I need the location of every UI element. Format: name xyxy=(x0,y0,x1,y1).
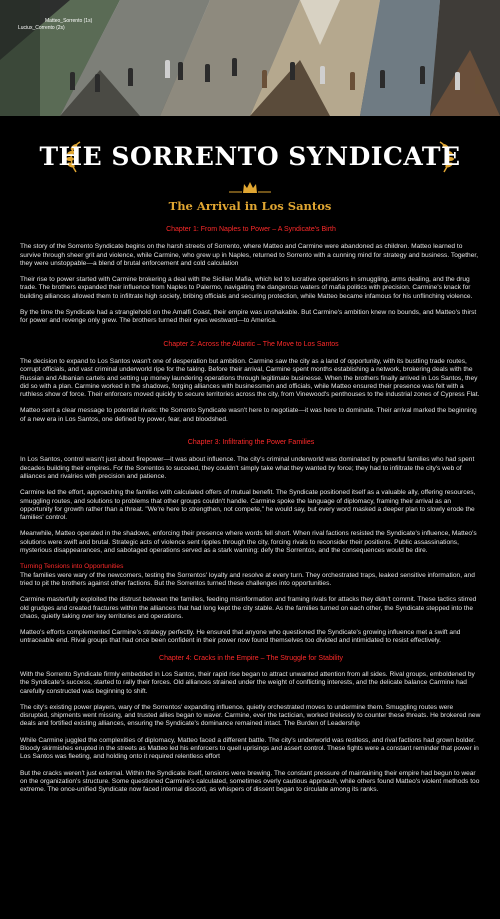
chapter-3-paragraph: Meanwhile, Matteo operated in the shadows, enforcing their presence where words fell short. When rival factions resisted the Syndicate's influence, Matteo's solutions were swift and brutal. Strategic acts of violence sent ripples through the city, forcing rivals to reconsider their positions. Public assassinations, mysterious disappearances, and sabotaged operations served as a stark warning: defy the Sorrentos, and the consequences would be dire. xyxy=(20,530,477,555)
player-nametag: Matteo_Sorrento (1s) xyxy=(45,18,93,24)
page-title: THE SORRENTO SYNDICATE xyxy=(39,142,461,171)
character-figure xyxy=(455,72,460,90)
character-figure xyxy=(475,76,480,94)
chapter-4-paragraph: But the cracks weren't just external. Within the Syndicate itself, tensions were brewing. The constant pressure of maintaining their empire had begun to wear on the organization's structure. Some questioned Carmine's calculated, sometimes overly cautious approach, while others found Matteo's violent methods too extreme. The once-unified Syndicate now faced internal discord, as whispers of dissent began to circulate among its ranks. xyxy=(20,769,480,794)
chapter-3-subheading: Turning Tensions into Opportunities xyxy=(20,563,124,571)
character-figure xyxy=(95,74,100,92)
section-subtitle: The Arrival in Los Santos xyxy=(168,199,332,213)
character-figure xyxy=(350,72,355,90)
chapter-3-heading: Chapter 3: Infiltrating the Power Families xyxy=(187,439,315,447)
chapter-3-paragraph: Carmine led the effort, approaching the families with calculated offers of mutual benefit. The Syndicate positioned itself as a valuable ally, offering resources, smuggling routes, and solutions to problems that other groups couldn't handle. Carmine spoke the language of diplomacy, framing their arrival as an opportunity for growth rather than a threat. "We're here to strengthen, not compete," he would say, but every word masked a deeper plan to slowly erode the families' control. xyxy=(20,489,476,522)
chapter-2-paragraph: Matteo sent a clear message to potential rivals: the Sorrento Syndicate wasn't here to negotiate—it was here to dominate. Their arrival marked the beginning of a new era in Los Santos, one defined by power, fear, and bloodshed. xyxy=(20,407,477,423)
chapter-4-paragraph: While Carmine juggled the complexities of diplomacy, Matteo faced a different battle. The city's underworld was restless, and rival factions had grown bolder. Bloody skirmishes erupted in the streets as Matteo led his enforcers to quell uprisings and assert control. These fights were a constant reminder that power in Los Santos was fleeting, and holding onto it required relentless effort xyxy=(20,736,479,761)
character-figure xyxy=(290,62,295,80)
chapter-2-paragraph: The decision to expand to Los Santos wasn't one of desperation but ambition. Carmine saw the city as a land of opportunity, with its bustling trade routes, corrupt officials, and vast criminal underworld ripe for the taking. Before their arrival, Carmine spent months establishing a network, brokering deals with the Russian and Albanian cartels and setting up money laundering operations through legitimate businesse. When the brothers finally arrived in Los Santos, they did so with a plan. Carmine worked in the shadows, forging alliances with businessmen and officials, while Matteo ensured their presence was felt with a ruthless show of force. Their enforcers moved quickly to secure territories across the city, from Vinewood's penthouses to the industrial zones of Cypress Flat. xyxy=(20,357,480,399)
story-content xyxy=(20,222,482,795)
player-nametag: Luciux_Corrento (2s) xyxy=(18,25,65,31)
header-banner-image xyxy=(0,0,500,116)
character-figure xyxy=(420,66,425,84)
chapter-1-paragraph: The story of the Sorrento Syndicate begins on the harsh streets of Sorrento, where Matteo and Carmine were abandoned as children. Matteo learned to survive through sheer grit and violence, while Carmine, who grew up in Naples, returned to Sorrento with a cunning mind for strategy and business. Together, they were unstoppable—a blend of brutal enforcement and cold calculation xyxy=(20,243,479,267)
character-figure xyxy=(178,62,183,80)
character-figure xyxy=(320,66,325,84)
character-figure xyxy=(165,60,170,78)
crown-ornament-icon xyxy=(229,180,271,196)
chapter-4-paragraph: The city's existing power players, wary of the Sorrentos' expanding influence, quietly orchestrated moves to undermine them. Smuggling routes were disrupted, shipments went missing, and trusted allies began to waver. Carmine, ever the tactician, worked tirelessly to counter these threats. He brokered new deals and fortified existing alliances, ensuring the Syndicate's dominance remained intact. The Burden of Leadership xyxy=(20,703,481,728)
chapter-4-heading: Chapter 4: Cracks in the Empire – The Struggle for Stability xyxy=(159,654,343,662)
chapter-3-paragraph: The families were wary of the newcomers, testing the Sorrentos' loyalty and resolve at every turn. They orchestrated traps, leaked sensitive information, and tried to pit the brothers against other factions. But the Sorrentos turned these challenges into opportunities. xyxy=(20,571,475,587)
chapter-3-paragraph: In Los Santos, control wasn't just about firepower—it was about influence. The city's criminal underworld was dominated by powerful families who had spent decades building their empires. For the Sorrentos to succeed, they couldn't simply take what they wanted by force; they had to infiltrate the city's web of alliances and rivalries with precision and patience. xyxy=(20,456,475,480)
character-figure xyxy=(380,70,385,88)
character-figure xyxy=(262,70,267,88)
chapter-3-paragraph: Matteo's efforts complemented Carmine's strategy perfectly. He ensured that anyone who questioned the Syndicate's growing influence met a swift and untraceable end. Rival groups that had once been confident in their power now found themselves too divided and intimidated to resist effectively. xyxy=(20,629,461,645)
chapter-2-heading: Chapter 2: Across the Atlantic – The Move to Los Santos xyxy=(163,340,339,348)
chapter-1-paragraph: Their rise to power started with Carmine brokering a deal with the Sicilian Mafia, which led to lucrative operations in smuggling, arms dealing, and the drug trade. The brothers expanded their influence from Naples to Palermo, navigating the dangerous waters of mafia politics with precision. Carmine's knack for building alliances allowed them to infiltrate high society, bribing officials and securing protection, while Matteo became infamous for his unflinching violence. xyxy=(20,276,473,300)
chapter-3-paragraph: Carmine masterfully exploited the distrust between the families, feeding misinformation and framing rivals for attacks they didn't commit. These tactics stirred old grudges and created fractures within the alliances that had long kept the city stable. As the families turned on each other, the Syndicate stepped into the chaos, quietly taking over key territories and operations. xyxy=(20,596,477,620)
chapter-1-heading: Chapter 1: From Naples to Power – A Syndicate's Birth xyxy=(166,226,336,233)
chapter-1-paragraph: By the time the Syndicate had a stranglehold on the Amalfi Coast, their empire was unshakable. But Carmine's ambition knew no bounds, and Matteo's thirst for power and revenge only grew. The brothers turned their eyes westward—to America. xyxy=(20,309,477,325)
chapter-4-paragraph: With the Sorrento Syndicate firmly embedded in Los Santos, their rapid rise began to attract unwanted attention from all sides. Rival groups, emboldened by the Syndicate's success, started to rally their forces. Old alliances strained under the weight of conflicting interests, and the delicate balance Carmine had carefully constructed was beginning to shift. xyxy=(20,670,475,695)
character-figure xyxy=(232,58,237,76)
title-section xyxy=(0,132,500,182)
character-figure xyxy=(70,72,75,90)
character-figure xyxy=(128,68,133,86)
character-figure xyxy=(205,64,210,82)
